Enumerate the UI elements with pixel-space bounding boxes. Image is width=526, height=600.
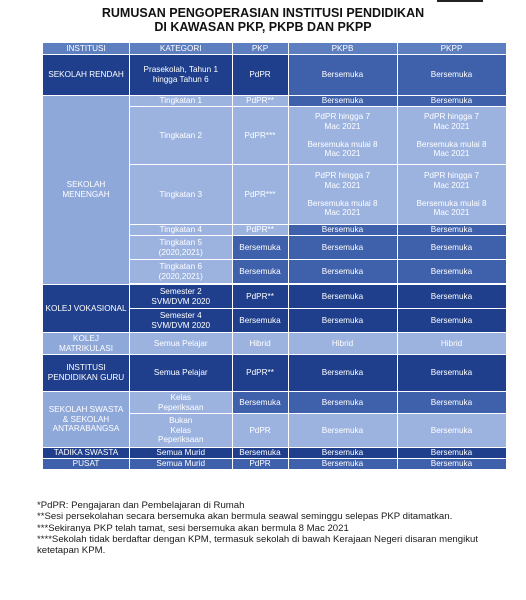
category-text: Tingkatan 6 (2020,2021) xyxy=(158,261,203,281)
pkp-cell: Bersemuka xyxy=(232,309,288,333)
footnotes xyxy=(37,500,507,556)
pkp-cell: PdPR xyxy=(232,414,288,448)
pkpb-cell: Hibrid xyxy=(288,333,397,355)
institution-cell: TADIKA SWASTA xyxy=(43,448,130,459)
footnote: **Sesi persekolahan secara bersemuka akan bermula seawal seminggu selepas PKP ditamatkan. xyxy=(37,511,453,523)
category-text: Kelas Peperiksaan xyxy=(158,392,204,412)
pkpb-cell: Bersemuka xyxy=(288,285,397,309)
pkp-cell: PdPR*** xyxy=(232,165,288,225)
header-pkpb: PKPB xyxy=(288,43,397,55)
header-pkp: PKP xyxy=(232,43,288,55)
pkpb-cell: Bersemuka xyxy=(288,309,397,333)
pkpb-cell: Bersemuka xyxy=(288,392,397,414)
pkpp-cell xyxy=(397,165,506,225)
category-text: Tingkatan 5 (2020,2021) xyxy=(158,237,203,257)
pkpb-cell: Bersemuka xyxy=(288,355,397,392)
table-row xyxy=(43,459,507,470)
table-row xyxy=(43,333,507,355)
category-text: Semester 2 SVM/DVM 2020 xyxy=(151,286,211,306)
category-text: Semester 4 SVM/DVM 2020 xyxy=(151,310,211,330)
pkpb-cell: Bersemuka xyxy=(288,414,397,448)
pkpp-cell: Bersemuka xyxy=(397,225,506,236)
pkpp-line-b: Bersemuka mulai 8 Mac 2021 xyxy=(416,198,487,218)
institution-cell: KOLEJ VOKASIONAL xyxy=(43,285,130,333)
pkpp-cell: Bersemuka xyxy=(397,285,506,309)
table-row xyxy=(43,448,507,459)
pkp-cell: Bersemuka xyxy=(232,260,288,284)
pkp-cell: PdPR*** xyxy=(232,107,288,165)
pkpp-cell: Bersemuka xyxy=(397,448,506,459)
pkp-cell: Bersemuka xyxy=(232,236,288,260)
pkp-cell: PdPR** xyxy=(232,96,288,107)
table-row xyxy=(43,96,507,107)
pkp-cell: Hibrid xyxy=(232,333,288,355)
top-rule xyxy=(437,0,483,2)
header-pkpp: PKPP xyxy=(397,43,506,55)
table-row xyxy=(43,392,507,414)
title-line-2: DI KAWASAN PKP, PKPB DAN PKPP xyxy=(154,20,372,34)
footnote: ***Sekiranya PKP telah tamat, sesi bersemuka akan bermula 8 Mac 2021 xyxy=(37,522,349,534)
category-cell: Tingkatan 3 xyxy=(130,165,233,225)
header-row xyxy=(43,43,507,55)
category-cell: Tingkatan 1 xyxy=(130,96,233,107)
pkpp-cell: Bersemuka xyxy=(397,55,506,96)
pkp-cell: PdPR** xyxy=(232,285,288,309)
pkpb-line-b: Bersemuka mulai 8 Mac 2021 xyxy=(307,139,378,159)
institution-text: SEKOLAH SWASTA & SEKOLAH ANTARABANGSA xyxy=(48,405,124,434)
category-cell: Prasekolah, Tahun 1 hingga Tahun 6 xyxy=(130,55,233,96)
institution-cell: SEKOLAH RENDAH xyxy=(43,55,130,96)
pkp-cell: PdPR xyxy=(232,459,288,470)
table-row xyxy=(43,285,507,309)
pkpp-cell: Bersemuka xyxy=(397,459,506,470)
pkpb-cell: Bersemuka xyxy=(288,55,397,96)
category-cell xyxy=(130,236,233,260)
footnote: *PdPR: Pengajaran dan Pembelajaran di Rumah xyxy=(37,500,245,511)
pkpp-cell xyxy=(397,107,506,165)
pkpb-cell: Bersemuka xyxy=(288,96,397,107)
pkpb-line-b: Bersemuka mulai 8 Mac 2021 xyxy=(307,198,378,218)
category-cell xyxy=(130,285,233,309)
category-cell xyxy=(130,392,233,414)
footnote: ****Sekolah tidak berdaftar dengan KPM, termasuk sekolah di bawah Kerajaan Negeri disaran mengikut ketetapan KPM. xyxy=(37,533,479,557)
pkp-cell: Bersemuka xyxy=(232,392,288,414)
pkp-cell: PdPR** xyxy=(232,225,288,236)
header-kategori: KATEGORI xyxy=(130,43,233,55)
pkpb-line-a: PdPR hingga 7 Mac 2021 xyxy=(314,112,371,131)
page-title xyxy=(0,6,526,34)
institution-cell: KOLEJ MATRIKULASI xyxy=(43,333,130,355)
pkpb-cell: Bersemuka xyxy=(288,260,397,284)
institution-cell: SEKOLAH MENENGAH xyxy=(43,96,130,285)
pkp-cell: Bersemuka xyxy=(232,448,288,459)
pkpp-cell: Bersemuka xyxy=(397,236,506,260)
pkpb-cell: Bersemuka xyxy=(288,225,397,236)
category-cell: Semua Pelajar xyxy=(130,333,233,355)
category-cell xyxy=(130,414,233,448)
pkpp-cell: Bersemuka xyxy=(397,260,506,284)
table-row xyxy=(43,355,507,392)
category-text: Bukan Kelas Peperiksaan xyxy=(158,416,204,445)
pkpp-cell: Bersemuka xyxy=(397,309,506,333)
title-line-1: RUMUSAN PENGOPERASIAN INSTITUSI PENDIDIKAN xyxy=(101,6,425,20)
pkpb-cell: Bersemuka xyxy=(288,459,397,470)
pkpb-cell: Bersemuka xyxy=(288,448,397,459)
pkpp-line-a: PdPR hingga 7 Mac 2021 xyxy=(423,171,480,190)
pkpp-line-a: PdPR hingga 7 Mac 2021 xyxy=(423,112,480,131)
category-cell: Tingkatan 2 xyxy=(130,107,233,165)
category-cell: Tingkatan 4 xyxy=(130,225,233,236)
pkpp-cell: Bersemuka xyxy=(397,414,506,448)
institution-cell: INSTITUSI PENDIDIKAN GURU xyxy=(43,355,130,392)
pkpp-line-b: Bersemuka mulai 8 Mac 2021 xyxy=(416,139,487,159)
pkpp-cell: Bersemuka xyxy=(397,96,506,107)
category-cell xyxy=(130,260,233,284)
pkpb-cell xyxy=(288,107,397,165)
table-row xyxy=(43,55,507,96)
category-cell: Semua Murid xyxy=(130,459,233,470)
institution-cell xyxy=(43,392,130,448)
pkp-cell: PdPR** xyxy=(232,355,288,392)
pkpb-cell xyxy=(288,165,397,225)
institution-cell: PUSAT xyxy=(43,459,130,470)
pkpb-cell: Bersemuka xyxy=(288,236,397,260)
pkpp-cell: Bersemuka xyxy=(397,355,506,392)
operations-table xyxy=(42,42,507,470)
pkpp-cell: Bersemuka xyxy=(397,392,506,414)
pkp-cell: PdPR xyxy=(232,55,288,96)
category-cell: Semua Murid xyxy=(130,448,233,459)
pkpb-line-a: PdPR hingga 7 Mac 2021 xyxy=(314,171,371,190)
pkpp-cell: Hibrid xyxy=(397,333,506,355)
category-cell xyxy=(130,309,233,333)
header-institusi: INSTITUSI xyxy=(43,43,130,55)
category-cell: Semua Pelajar xyxy=(130,355,233,392)
